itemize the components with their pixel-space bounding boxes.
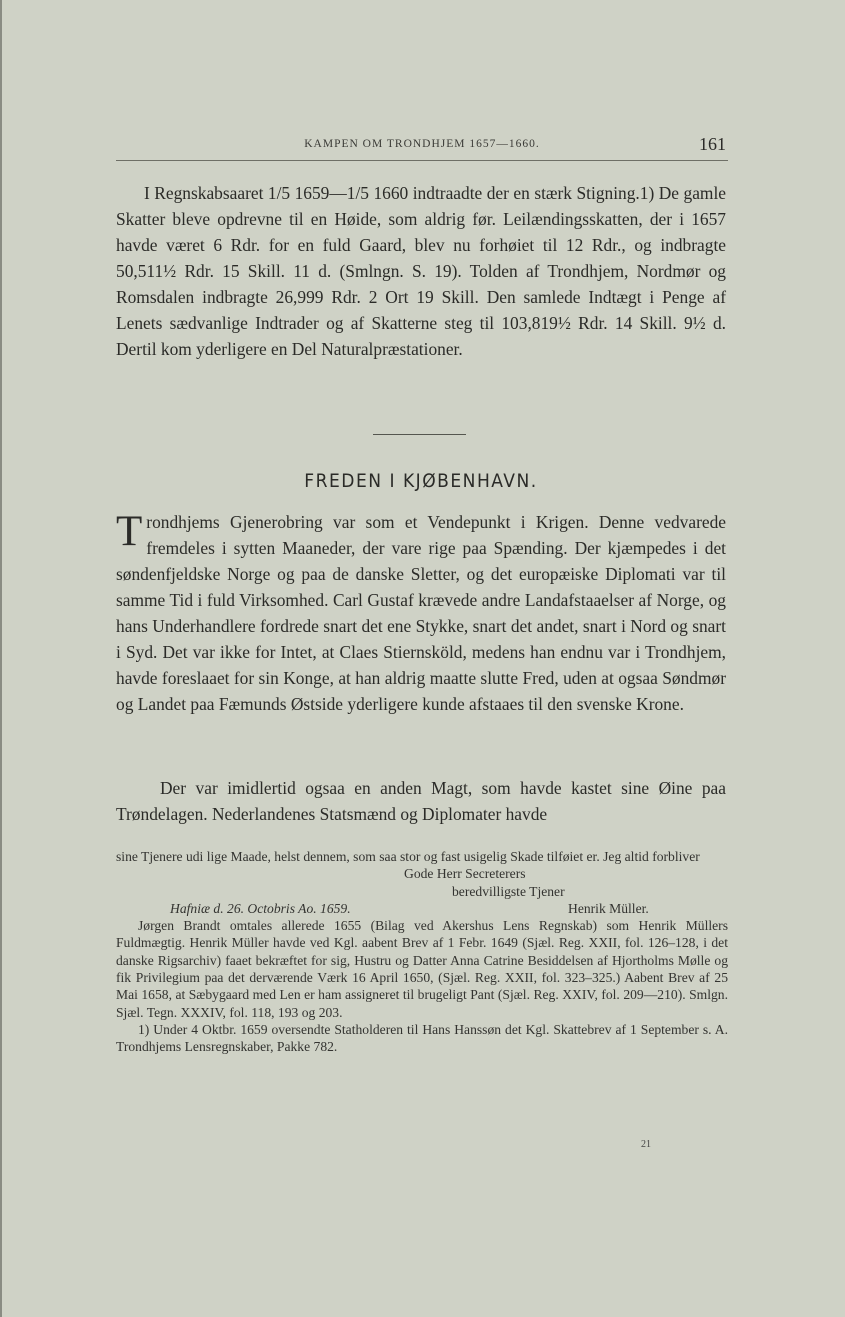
paragraph-war [116,509,726,717]
notes-section [116,848,728,1056]
closing-line-1 [116,865,728,882]
closing-line-2 [116,883,728,900]
closing-salutation: Gode Herr Secreterers [404,866,526,882]
commentary: Jørgen Brandt omtales allerede 1655 (Bilag ved Akershus Lens Regnskab) som Henrik Müllers Fuldmægtig. Henrik Müller havde ved Kgl. aabent Brev af 1 Febr. 1649 (Sjæl. Reg. XXII, fol. 126–128, i det danske Rigsarchiv) faaet bekræftet for sig, Hustru og Datter Anna Catrine Besiddelsen af Hjortholms Mølle og fik Privilegium paa det derværende Værk 16 April 1650, (Sjæl. Reg. XXII, fol. 323–325.) Aabent Brev af 25 Mai 1658, at Sæbygaard med Len er ham assigneret til brugeligt Pant (Sjæl. Reg. XXIV, fol. 209—210). Smlgn. Sjæl. Tegn. XXXIV, fol. 118, 193 og 203. [116,918,728,1020]
binding-edge [0,0,2,1317]
running-title: KAMPEN OM TRONDHJEM 1657—1660. [304,138,540,150]
paragraph-revenue: I Regnskabsaaret 1/5 1659—1/5 1660 indtraadte der en stærk Stigning.1) De gamle Skatter bleve opdrevne til en Høide, som aldrig før. Leilændingsskatten, der i 1657 havde været 6 Rdr. for en fuld Gaard, blev nu forhøiet til 12 Rdr., og indbragte 50,511½ Rdr. 15 Skill. 11 d. (Smlngn. S. 19). Tolden af Trondhjem, Nordmør og Romsdalen indbragte 26,999 Rdr. 2 Ort 19 Skill. Den samlede Indtægt i Penge af Lenets sædvanlige Indtrader og af Skatterne steg til 103,819½ Rdr. 14 Skill. 9½ d. Dertil kom yderligere en Del Naturalpræstationer. [116,183,726,359]
dateline: Hafniæ d. 26. Octobris Ao. 1659. [170,900,351,916]
page-number: 161 [699,134,726,154]
footnote: 1) Under 4 Oktbr. 1659 oversendte Statholderen til Hans Hanssøn det Kgl. Skattebrev af 1 September s. A. Trondhjems Lensregnskaber, Pakke 782. [116,1021,728,1055]
section-separator [373,434,466,435]
signature-mark: 21 [641,1139,651,1150]
paragraph-netherlands: Der var imidlertid ogsaa en anden Magt, som havde kastet sine Øine paa Trøndelagen. Nederlandenes Statsmænd og Diplomater havde [116,778,726,824]
drop-cap: T [116,508,143,555]
letter-ending: sine Tjenere udi lige Maade, helst dennem, som saa stor og fast usigelig Skade tilføiet er. Jeg altid forbliver [116,849,700,864]
signature: Henrik Müller. [568,900,649,916]
dateline-row [116,900,728,917]
running-header [116,134,728,161]
closing-servant: beredvilligste Tjener [452,883,565,899]
paragraph-war-text: rondhjems Gjenerobring var som et Vendepunkt i Krigen. Denne vedvarede fremdeles i sytten Maaneder, der vare rige paa Spænding. Der kjæmpedes i det søndenfjeldske Norge og paa de danske Sletter, og det europæiske Diplomati var til samme Tid i fuld Virksomhed. Carl Gustaf krævede andre Landafstaaelser af Norge, og hans Underhandlere fordrede snart det ene Stykke, snart det andet, snart i Nord og snart i Syd. Det var ikke for Intet, at Claes Stiernsköld, medens han endnu var i Trondhjem, havde foreslaaet for sin Konge, at han aldrig maatte slutte Fred, uden at ogsaa Søndmør og Landet paa Fæmunds Østside yderligere kunde afstaaes til den svenske Krone. [116,512,726,714]
section-heading: FREDEN I KJØBENHAVN. [304,470,538,492]
